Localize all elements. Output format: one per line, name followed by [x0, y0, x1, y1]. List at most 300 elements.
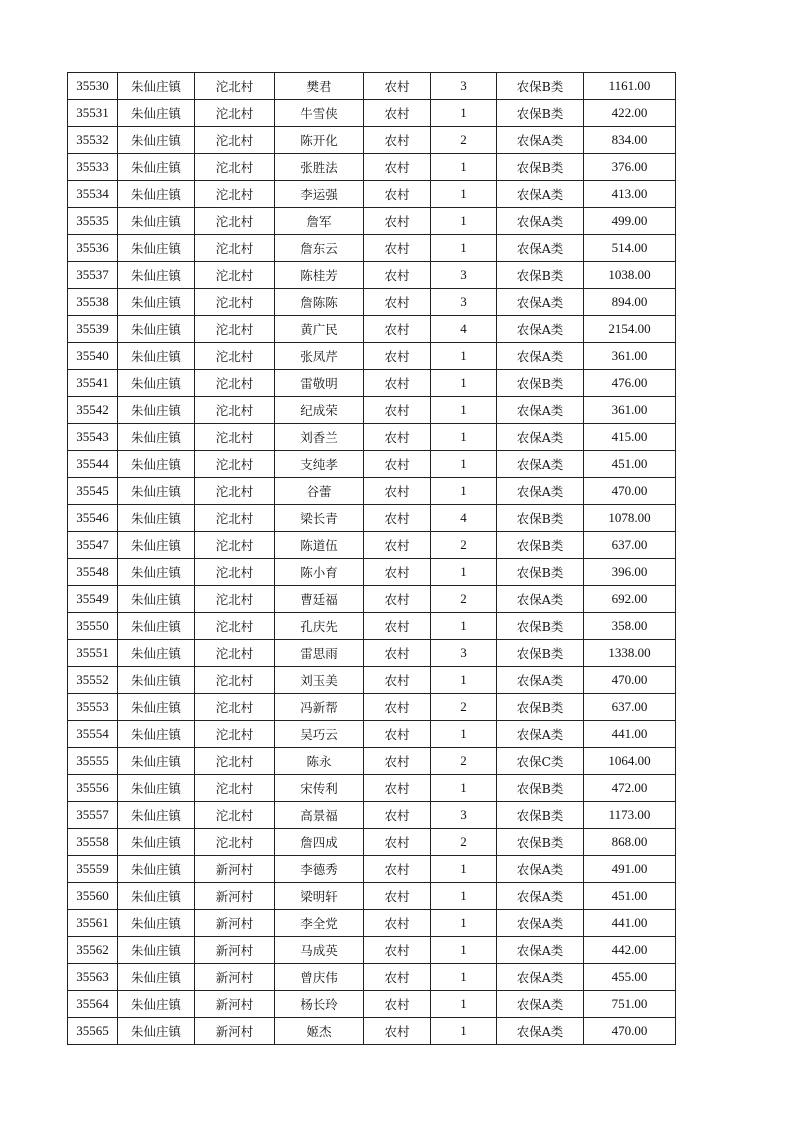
village-cell: 新河村 [195, 964, 275, 991]
table-row [68, 181, 676, 208]
name-cell: 曹廷福 [275, 586, 364, 613]
record-id-cell: 35546 [68, 505, 118, 532]
insurance-category-cell: 农保A类 [497, 451, 584, 478]
amount-cell: 396.00 [584, 559, 676, 586]
record-id-cell: 35550 [68, 613, 118, 640]
insurance-category-cell: 农保B类 [497, 154, 584, 181]
household-size-cell: 1 [431, 181, 497, 208]
town-cell: 朱仙庄镇 [118, 991, 195, 1018]
town-cell: 朱仙庄镇 [118, 343, 195, 370]
amount-cell: 834.00 [584, 127, 676, 154]
town-cell: 朱仙庄镇 [118, 856, 195, 883]
record-id-cell: 35547 [68, 532, 118, 559]
name-cell: 刘香兰 [275, 424, 364, 451]
records-table-body [68, 73, 676, 1045]
name-cell: 张凤芹 [275, 343, 364, 370]
insurance-category-cell: 农保C类 [497, 748, 584, 775]
table-row [68, 1018, 676, 1045]
area-type-cell: 农村 [364, 694, 431, 721]
area-type-cell: 农村 [364, 208, 431, 235]
household-size-cell: 1 [431, 424, 497, 451]
table-row [68, 559, 676, 586]
town-cell: 朱仙庄镇 [118, 397, 195, 424]
area-type-cell: 农村 [364, 343, 431, 370]
village-cell: 沱北村 [195, 667, 275, 694]
village-cell: 沱北村 [195, 262, 275, 289]
town-cell: 朱仙庄镇 [118, 559, 195, 586]
town-cell: 朱仙庄镇 [118, 532, 195, 559]
amount-cell: 1038.00 [584, 262, 676, 289]
area-type-cell: 农村 [364, 883, 431, 910]
amount-cell: 637.00 [584, 694, 676, 721]
table-row [68, 127, 676, 154]
village-cell: 新河村 [195, 856, 275, 883]
village-cell: 新河村 [195, 883, 275, 910]
record-id-cell: 35537 [68, 262, 118, 289]
household-size-cell: 1 [431, 991, 497, 1018]
insurance-category-cell: 农保B类 [497, 775, 584, 802]
name-cell: 孔庆先 [275, 613, 364, 640]
area-type-cell: 农村 [364, 316, 431, 343]
table-row [68, 100, 676, 127]
household-size-cell: 1 [431, 856, 497, 883]
record-id-cell: 35558 [68, 829, 118, 856]
table-row [68, 208, 676, 235]
amount-cell: 451.00 [584, 451, 676, 478]
table-row [68, 478, 676, 505]
name-cell: 陈道伍 [275, 532, 364, 559]
document-sheet [67, 72, 676, 1045]
record-id-cell: 35560 [68, 883, 118, 910]
insurance-category-cell: 农保A类 [497, 316, 584, 343]
table-row [68, 721, 676, 748]
area-type-cell: 农村 [364, 181, 431, 208]
record-id-cell: 35533 [68, 154, 118, 181]
household-size-cell: 1 [431, 937, 497, 964]
household-size-cell: 1 [431, 910, 497, 937]
household-size-cell: 1 [431, 613, 497, 640]
record-id-cell: 35557 [68, 802, 118, 829]
name-cell: 纪成荣 [275, 397, 364, 424]
village-cell: 沱北村 [195, 370, 275, 397]
amount-cell: 1161.00 [584, 73, 676, 100]
amount-cell: 499.00 [584, 208, 676, 235]
record-id-cell: 35531 [68, 100, 118, 127]
amount-cell: 692.00 [584, 586, 676, 613]
amount-cell: 751.00 [584, 991, 676, 1018]
amount-cell: 894.00 [584, 289, 676, 316]
name-cell: 雷思雨 [275, 640, 364, 667]
table-row [68, 343, 676, 370]
record-id-cell: 35551 [68, 640, 118, 667]
table-row [68, 289, 676, 316]
record-id-cell: 35539 [68, 316, 118, 343]
village-cell: 沱北村 [195, 586, 275, 613]
record-id-cell: 35549 [68, 586, 118, 613]
household-size-cell: 2 [431, 694, 497, 721]
record-id-cell: 35542 [68, 397, 118, 424]
amount-cell: 2154.00 [584, 316, 676, 343]
insurance-category-cell: 农保B类 [497, 829, 584, 856]
name-cell: 樊君 [275, 73, 364, 100]
record-id-cell: 35554 [68, 721, 118, 748]
amount-cell: 868.00 [584, 829, 676, 856]
record-id-cell: 35543 [68, 424, 118, 451]
village-cell: 沱北村 [195, 154, 275, 181]
town-cell: 朱仙庄镇 [118, 883, 195, 910]
town-cell: 朱仙庄镇 [118, 262, 195, 289]
area-type-cell: 农村 [364, 748, 431, 775]
village-cell: 沱北村 [195, 802, 275, 829]
table-row [68, 586, 676, 613]
village-cell: 沱北村 [195, 343, 275, 370]
table-row [68, 883, 676, 910]
table-row [68, 397, 676, 424]
record-id-cell: 35540 [68, 343, 118, 370]
table-row [68, 316, 676, 343]
village-cell: 沱北村 [195, 127, 275, 154]
village-cell: 沱北村 [195, 775, 275, 802]
record-id-cell: 35530 [68, 73, 118, 100]
table-row [68, 775, 676, 802]
table-row [68, 262, 676, 289]
insurance-category-cell: 农保A类 [497, 937, 584, 964]
table-row [68, 937, 676, 964]
record-id-cell: 35552 [68, 667, 118, 694]
town-cell: 朱仙庄镇 [118, 694, 195, 721]
household-size-cell: 3 [431, 640, 497, 667]
amount-cell: 441.00 [584, 910, 676, 937]
table-row [68, 424, 676, 451]
household-size-cell: 2 [431, 532, 497, 559]
area-type-cell: 农村 [364, 910, 431, 937]
household-size-cell: 1 [431, 883, 497, 910]
village-cell: 新河村 [195, 937, 275, 964]
area-type-cell: 农村 [364, 154, 431, 181]
town-cell: 朱仙庄镇 [118, 586, 195, 613]
amount-cell: 472.00 [584, 775, 676, 802]
town-cell: 朱仙庄镇 [118, 505, 195, 532]
amount-cell: 637.00 [584, 532, 676, 559]
record-id-cell: 35564 [68, 991, 118, 1018]
insurance-category-cell: 农保A类 [497, 397, 584, 424]
insurance-category-cell: 农保A类 [497, 1018, 584, 1045]
town-cell: 朱仙庄镇 [118, 73, 195, 100]
table-row [68, 370, 676, 397]
table-row [68, 73, 676, 100]
town-cell: 朱仙庄镇 [118, 289, 195, 316]
amount-cell: 361.00 [584, 397, 676, 424]
name-cell: 曾庆伟 [275, 964, 364, 991]
name-cell: 冯新帮 [275, 694, 364, 721]
village-cell: 沱北村 [195, 397, 275, 424]
amount-cell: 415.00 [584, 424, 676, 451]
table-row [68, 667, 676, 694]
amount-cell: 1338.00 [584, 640, 676, 667]
town-cell: 朱仙庄镇 [118, 316, 195, 343]
town-cell: 朱仙庄镇 [118, 775, 195, 802]
household-size-cell: 2 [431, 829, 497, 856]
household-size-cell: 2 [431, 127, 497, 154]
name-cell: 谷蕾 [275, 478, 364, 505]
village-cell: 沱北村 [195, 694, 275, 721]
insurance-category-cell: 农保B类 [497, 262, 584, 289]
household-size-cell: 1 [431, 343, 497, 370]
table-row [68, 154, 676, 181]
name-cell: 姬杰 [275, 1018, 364, 1045]
table-row [68, 505, 676, 532]
insurance-category-cell: 农保A类 [497, 478, 584, 505]
town-cell: 朱仙庄镇 [118, 721, 195, 748]
area-type-cell: 农村 [364, 532, 431, 559]
amount-cell: 476.00 [584, 370, 676, 397]
town-cell: 朱仙庄镇 [118, 181, 195, 208]
area-type-cell: 农村 [364, 235, 431, 262]
record-id-cell: 35553 [68, 694, 118, 721]
village-cell: 沱北村 [195, 505, 275, 532]
town-cell: 朱仙庄镇 [118, 964, 195, 991]
table-row [68, 802, 676, 829]
name-cell: 詹四成 [275, 829, 364, 856]
household-size-cell: 1 [431, 964, 497, 991]
village-cell: 沱北村 [195, 721, 275, 748]
town-cell: 朱仙庄镇 [118, 937, 195, 964]
record-id-cell: 35555 [68, 748, 118, 775]
insurance-category-cell: 农保A类 [497, 910, 584, 937]
village-cell: 沱北村 [195, 424, 275, 451]
table-row [68, 694, 676, 721]
name-cell: 陈永 [275, 748, 364, 775]
town-cell: 朱仙庄镇 [118, 613, 195, 640]
area-type-cell: 农村 [364, 505, 431, 532]
household-size-cell: 1 [431, 721, 497, 748]
household-size-cell: 1 [431, 559, 497, 586]
name-cell: 牛雪侠 [275, 100, 364, 127]
household-size-cell: 1 [431, 154, 497, 181]
record-id-cell: 35538 [68, 289, 118, 316]
name-cell: 陈小育 [275, 559, 364, 586]
village-cell: 沱北村 [195, 532, 275, 559]
insurance-category-cell: 农保B类 [497, 694, 584, 721]
area-type-cell: 农村 [364, 667, 431, 694]
village-cell: 沱北村 [195, 829, 275, 856]
village-cell: 沱北村 [195, 181, 275, 208]
name-cell: 梁长青 [275, 505, 364, 532]
area-type-cell: 农村 [364, 559, 431, 586]
town-cell: 朱仙庄镇 [118, 640, 195, 667]
name-cell: 李全党 [275, 910, 364, 937]
household-size-cell: 1 [431, 235, 497, 262]
area-type-cell: 农村 [364, 370, 431, 397]
insurance-category-cell: 农保A类 [497, 181, 584, 208]
table-row [68, 640, 676, 667]
amount-cell: 470.00 [584, 667, 676, 694]
area-type-cell: 农村 [364, 937, 431, 964]
area-type-cell: 农村 [364, 802, 431, 829]
household-size-cell: 1 [431, 397, 497, 424]
amount-cell: 376.00 [584, 154, 676, 181]
insurance-category-cell: 农保A类 [497, 289, 584, 316]
village-cell: 新河村 [195, 910, 275, 937]
village-cell: 沱北村 [195, 559, 275, 586]
household-size-cell: 3 [431, 262, 497, 289]
record-id-cell: 35541 [68, 370, 118, 397]
area-type-cell: 农村 [364, 262, 431, 289]
name-cell: 高景福 [275, 802, 364, 829]
village-cell: 沱北村 [195, 640, 275, 667]
town-cell: 朱仙庄镇 [118, 100, 195, 127]
town-cell: 朱仙庄镇 [118, 478, 195, 505]
area-type-cell: 农村 [364, 451, 431, 478]
village-cell: 沱北村 [195, 748, 275, 775]
village-cell: 沱北村 [195, 451, 275, 478]
area-type-cell: 农村 [364, 478, 431, 505]
household-size-cell: 3 [431, 802, 497, 829]
insurance-category-cell: 农保B类 [497, 370, 584, 397]
table-row [68, 964, 676, 991]
household-size-cell: 1 [431, 775, 497, 802]
insurance-category-cell: 农保B类 [497, 640, 584, 667]
insurance-category-cell: 农保B类 [497, 613, 584, 640]
village-cell: 沱北村 [195, 73, 275, 100]
record-id-cell: 35556 [68, 775, 118, 802]
household-size-cell: 3 [431, 73, 497, 100]
insurance-category-cell: 农保B类 [497, 532, 584, 559]
town-cell: 朱仙庄镇 [118, 802, 195, 829]
town-cell: 朱仙庄镇 [118, 829, 195, 856]
village-cell: 沱北村 [195, 289, 275, 316]
insurance-category-cell: 农保A类 [497, 964, 584, 991]
household-size-cell: 2 [431, 586, 497, 613]
village-cell: 沱北村 [195, 235, 275, 262]
village-cell: 沱北村 [195, 100, 275, 127]
records-table [67, 72, 676, 1045]
household-size-cell: 1 [431, 370, 497, 397]
record-id-cell: 35565 [68, 1018, 118, 1045]
area-type-cell: 农村 [364, 100, 431, 127]
record-id-cell: 35535 [68, 208, 118, 235]
record-id-cell: 35563 [68, 964, 118, 991]
amount-cell: 442.00 [584, 937, 676, 964]
name-cell: 李德秀 [275, 856, 364, 883]
area-type-cell: 农村 [364, 424, 431, 451]
household-size-cell: 2 [431, 748, 497, 775]
amount-cell: 491.00 [584, 856, 676, 883]
town-cell: 朱仙庄镇 [118, 748, 195, 775]
name-cell: 杨长玲 [275, 991, 364, 1018]
village-cell: 沱北村 [195, 478, 275, 505]
town-cell: 朱仙庄镇 [118, 451, 195, 478]
amount-cell: 413.00 [584, 181, 676, 208]
record-id-cell: 35545 [68, 478, 118, 505]
table-row [68, 451, 676, 478]
amount-cell: 455.00 [584, 964, 676, 991]
table-row [68, 856, 676, 883]
record-id-cell: 35562 [68, 937, 118, 964]
household-size-cell: 1 [431, 100, 497, 127]
area-type-cell: 农村 [364, 991, 431, 1018]
amount-cell: 1064.00 [584, 748, 676, 775]
village-cell: 沱北村 [195, 316, 275, 343]
town-cell: 朱仙庄镇 [118, 235, 195, 262]
name-cell: 马成英 [275, 937, 364, 964]
name-cell: 李运强 [275, 181, 364, 208]
household-size-cell: 1 [431, 1018, 497, 1045]
name-cell: 陈开化 [275, 127, 364, 154]
insurance-category-cell: 农保A类 [497, 586, 584, 613]
insurance-category-cell: 农保A类 [497, 883, 584, 910]
village-cell: 新河村 [195, 1018, 275, 1045]
insurance-category-cell: 农保A类 [497, 343, 584, 370]
household-size-cell: 4 [431, 505, 497, 532]
name-cell: 雷敬明 [275, 370, 364, 397]
insurance-category-cell: 农保B类 [497, 559, 584, 586]
record-id-cell: 35561 [68, 910, 118, 937]
household-size-cell: 1 [431, 208, 497, 235]
name-cell: 黄广民 [275, 316, 364, 343]
insurance-category-cell: 农保A类 [497, 127, 584, 154]
area-type-cell: 农村 [364, 721, 431, 748]
household-size-cell: 4 [431, 316, 497, 343]
town-cell: 朱仙庄镇 [118, 370, 195, 397]
amount-cell: 451.00 [584, 883, 676, 910]
household-size-cell: 1 [431, 478, 497, 505]
record-id-cell: 35536 [68, 235, 118, 262]
table-row [68, 235, 676, 262]
insurance-category-cell: 农保A类 [497, 991, 584, 1018]
town-cell: 朱仙庄镇 [118, 667, 195, 694]
area-type-cell: 农村 [364, 613, 431, 640]
insurance-category-cell: 农保A类 [497, 208, 584, 235]
amount-cell: 1173.00 [584, 802, 676, 829]
amount-cell: 358.00 [584, 613, 676, 640]
area-type-cell: 农村 [364, 289, 431, 316]
town-cell: 朱仙庄镇 [118, 910, 195, 937]
name-cell: 梁明轩 [275, 883, 364, 910]
insurance-category-cell: 农保A类 [497, 235, 584, 262]
area-type-cell: 农村 [364, 856, 431, 883]
area-type-cell: 农村 [364, 73, 431, 100]
insurance-category-cell: 农保A类 [497, 667, 584, 694]
name-cell: 詹东云 [275, 235, 364, 262]
area-type-cell: 农村 [364, 775, 431, 802]
area-type-cell: 农村 [364, 829, 431, 856]
record-id-cell: 35544 [68, 451, 118, 478]
town-cell: 朱仙庄镇 [118, 127, 195, 154]
area-type-cell: 农村 [364, 397, 431, 424]
village-cell: 沱北村 [195, 208, 275, 235]
name-cell: 陈桂芳 [275, 262, 364, 289]
amount-cell: 514.00 [584, 235, 676, 262]
town-cell: 朱仙庄镇 [118, 1018, 195, 1045]
table-row [68, 829, 676, 856]
amount-cell: 470.00 [584, 478, 676, 505]
household-size-cell: 1 [431, 451, 497, 478]
amount-cell: 441.00 [584, 721, 676, 748]
area-type-cell: 农村 [364, 640, 431, 667]
town-cell: 朱仙庄镇 [118, 424, 195, 451]
household-size-cell: 3 [431, 289, 497, 316]
insurance-category-cell: 农保A类 [497, 424, 584, 451]
record-id-cell: 35532 [68, 127, 118, 154]
amount-cell: 361.00 [584, 343, 676, 370]
area-type-cell: 农村 [364, 1018, 431, 1045]
name-cell: 詹军 [275, 208, 364, 235]
name-cell: 宋传利 [275, 775, 364, 802]
insurance-category-cell: 农保B类 [497, 802, 584, 829]
name-cell: 吴巧云 [275, 721, 364, 748]
area-type-cell: 农村 [364, 586, 431, 613]
